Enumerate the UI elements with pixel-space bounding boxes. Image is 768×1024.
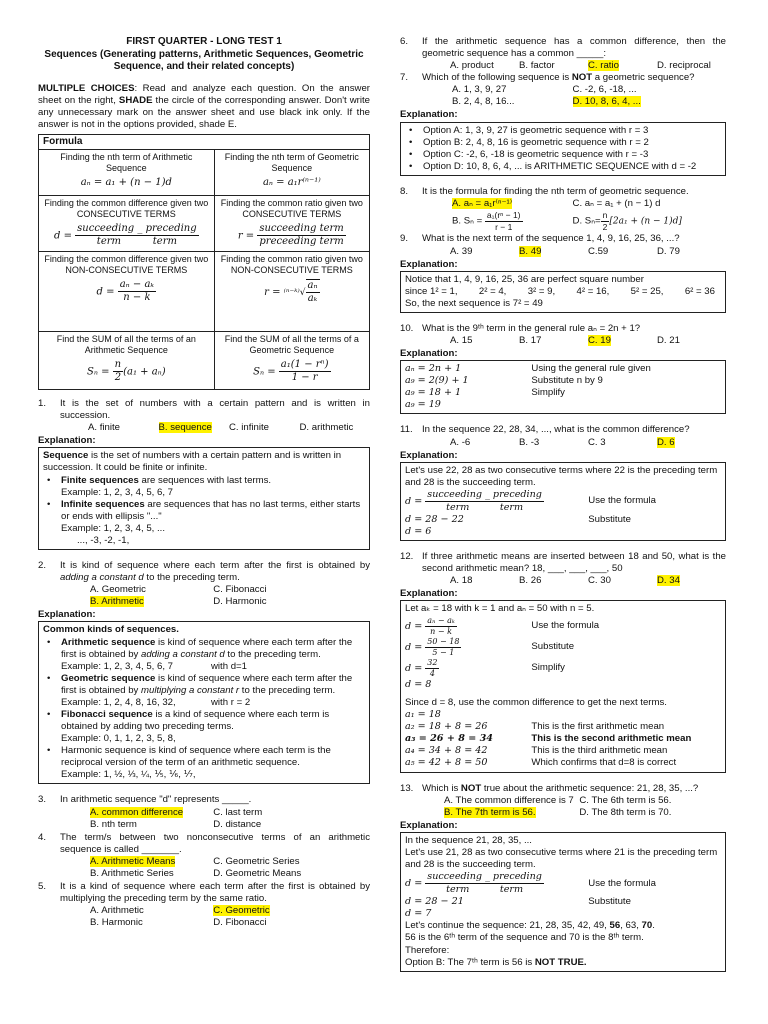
q2-option-b[interactable]: B. Arithmetic: [90, 596, 144, 608]
q9-options: [400, 246, 726, 258]
q4-option-d[interactable]: D. Geometric Means: [213, 867, 302, 879]
question-5: 5. It is a kind of sequence where each term after the first is obtained by multiplying the preceding term by the same ratio.: [38, 880, 370, 905]
q12-explanation: Let aₖ = 18 with k = 1 and aₙ = 50 with n = 5. d = $\frac{\text{aₙ − aₖ}}{n - k}$ Use the formula d = $\frac{50 - 18}{5 - 1}$ Substitute d = $\frac{32}{4}$ Simplify d = 8 Since d = 8, use the common difference to get the next terms. a₁ = 18 a₂ = 18 + 8 = 26 This is the first arithmetic mean a₃ = 26 + 8 = 34 This is the second arithmetic mean a₄ = 34 + 8 = 42 This is the third arithmetic mean a₅ = 42 + 8 = 50 Which confirms that d=8 is correct: [400, 600, 726, 772]
q3-option-c[interactable]: C. last term: [213, 806, 263, 818]
q10-option-a[interactable]: A. 15: [450, 334, 473, 346]
q7-option-b[interactable]: B. 2, 4, 8, 16...: [452, 96, 515, 108]
formula-cell: Finding the nth term of Arithmetic Sequence aₙ = a₁ + (n − 1)d: [39, 150, 215, 196]
formula-header: Formula: [39, 134, 370, 150]
q7-option-d[interactable]: D. 10, 8, 6, 4, ...: [572, 96, 641, 108]
question-12: 12. If three arithmetic means are inserted between 18 and 50, what is the second arithmetic mean? 18, ___, ___, ___, 50: [400, 551, 726, 575]
q10-explanation: aₙ = 2n + 1 Using the general rule given a₉ = 2(9) + 1 Substitute n by 9 a₉ = 18 + 1 Simplify a₉ = 19: [400, 360, 726, 414]
q1-option-b[interactable]: B. sequence: [158, 422, 212, 434]
instructions-label: MULTIPLE CHOICES: [38, 83, 135, 95]
q4-option-a[interactable]: A. Arithmetic Means: [90, 855, 176, 867]
q6-option-c[interactable]: C. ratio: [588, 60, 619, 72]
question-1: 1. It is the set of numbers with a certain pattern and is written in succession.: [38, 398, 370, 422]
q6-option-d[interactable]: D. reciprocal: [657, 60, 711, 72]
q1-explanation-label: Explanation:: [38, 435, 96, 447]
q13-options: [400, 795, 726, 819]
q11-explanation-label: Explanation:: [400, 449, 458, 461]
q1-options: [38, 422, 370, 434]
formula-table: [38, 134, 370, 391]
q3-option-a[interactable]: A. common difference: [90, 806, 184, 818]
instructions: MULTIPLE CHOICES: Read and analyze each question. On the answer sheet on the right, SHADE the circle of the corresponding answer. Don't write any unnecessary mark on the answer sheet and use black ink only. If the answer is not in the options provided, shade E.: [38, 83, 370, 131]
formula-cell: Find the SUM of all the terms of a Geometric Sequence Sₙ = $\frac{\text{a₁(1 − rⁿ)}}{1 - r}$: [214, 332, 369, 390]
q5-option-c[interactable]: C. Geometric: [213, 905, 270, 917]
page-subtitle: Sequences (Generating patterns, Arithmetic Sequences, Geometric Sequence, and their related concepts): [44, 48, 364, 73]
q9-option-d[interactable]: D. 79: [657, 245, 680, 257]
q10-option-c[interactable]: C. 19: [588, 334, 611, 346]
q11-option-a[interactable]: A. -6: [450, 436, 471, 448]
q11-option-b[interactable]: B. -3: [519, 436, 540, 448]
question-10: 10. What is the 9ᵗʰ term in the general rule aₙ = 2n + 1?: [400, 322, 641, 334]
q9-explanation-label: Explanation:: [400, 258, 458, 270]
q13-option-a[interactable]: A. The common difference is 7: [444, 794, 574, 806]
q7-option-c[interactable]: C. -2, 6, -18, ...: [572, 84, 637, 96]
q8-options: [400, 198, 726, 232]
q3-option-b[interactable]: B. nth term: [90, 818, 137, 830]
q1-explanation: Sequence is the set of numbers with a certain pattern and is written in succession. It could be finite or infinite. • Finite sequences are sequences with last terms. Example: 1, 2, 3, 4, 5, 6, 7 • Infinite sequences are sequences that has no last terms, either starts or ends with ellipsis "..." Example: 1, 2, 3, 4, 5, ... ..., -3, -2, -1,: [38, 447, 370, 550]
q10-option-b[interactable]: B. 17: [519, 334, 542, 346]
q10-option-d[interactable]: D. 21: [657, 334, 680, 346]
question-6: 6. If the arithmetic sequence has a common difference, then the geometric sequence has a common _____:: [400, 36, 726, 60]
q7-option-a[interactable]: A. 1, 3, 9, 27: [452, 84, 507, 96]
q13-option-c[interactable]: C. The 6th term is 56.: [579, 794, 672, 806]
q1-option-d[interactable]: D. arithmetic: [299, 422, 354, 434]
q9-option-a[interactable]: A. 39: [450, 245, 473, 257]
q12-option-c[interactable]: C. 30: [588, 575, 611, 587]
q2-option-d[interactable]: D. Harmonic: [213, 596, 267, 608]
q9-option-b[interactable]: B. 49: [519, 245, 542, 257]
q11-option-d[interactable]: D. 6: [657, 436, 675, 448]
q2-option-a[interactable]: A. Geometric: [90, 584, 146, 596]
q3-options: [38, 807, 370, 831]
q13-explanation-label: Explanation:: [400, 819, 458, 831]
q7-explanation-label: Explanation:: [400, 109, 458, 121]
formula-cell: Finding the nth term of Geometric Sequence aₙ = a₁r⁽ⁿ⁻¹⁾: [214, 150, 369, 196]
q11-option-c[interactable]: C. 3: [588, 436, 606, 448]
q1-option-c[interactable]: C. infinite: [229, 422, 269, 434]
q7-options: [400, 84, 726, 108]
q9-option-c[interactable]: C.59: [588, 245, 609, 257]
right-column: [400, 36, 726, 972]
q12-option-a[interactable]: A. 18: [450, 575, 473, 587]
question-8: 8. It is the formula for finding the nth term of geometric sequence.: [400, 185, 689, 197]
formula-cell: Finding the common difference given two CONSECUTIVE TERMS d = $\frac{\text{succeeding \_ preceding}}{\text{term term}}$: [39, 196, 215, 252]
q11-options: [400, 437, 726, 449]
question-2: 2. It is kind of sequence where each term after the first is obtained by adding a constant d to the preceding term.: [38, 560, 370, 584]
question-3: 3. In arithmetic sequence "d" represents _____.: [38, 794, 252, 806]
q10-options: [400, 335, 726, 347]
q2-explanation: Common kinds of sequences. • Arithmetic sequence is kind of sequence where each term after the first is obtained by adding a constant d to the preceding term. Example: 1, 2, 3, 4, 5, 6, 7 with d=1 • Geometric sequence is kind of sequence where each term after the first is obtained by multiplying a constant r to the preceding term. Example: 1, 2, 4, 8, 16, 32, with r = 2 • Fibonacci sequence is a kind of sequence where each term is obtained by adding two preceding terms. Example: 0, 1, 1, 2, 3, 5, 8, • Harmonic sequence is kind of sequence where each term is the reciprocal version of the term of an arithmetic sequence. Example: 1, ½, ⅓, ¼, ⅕, ⅙, ⅐,: [38, 621, 370, 784]
page-title: FIRST QUARTER - LONG TEST 1: [126, 36, 282, 47]
question-4: 4. The term/s between two nonconsecutive terms of an arithmetic sequence is called _______.: [38, 831, 370, 855]
q8-option-a[interactable]: A. aₙ = a₁r⁽ⁿ⁻¹⁾: [452, 197, 513, 209]
q6-option-a[interactable]: A. product: [450, 60, 494, 72]
question-11: 11. In the sequence 22, 28, 34, ..., what is the common difference?: [400, 424, 690, 436]
left-column: [38, 36, 370, 929]
question-13: 13. Which is NOT true about the arithmetic sequence: 21, 28, 35, ...?: [400, 782, 699, 794]
q1-option-a[interactable]: A. finite: [88, 422, 120, 434]
q12-options: [400, 575, 726, 587]
q8-option-b[interactable]: B. Sₙ = $\frac{\text{a₁(rⁿ − 1)}}{r - 1}$: [452, 210, 521, 232]
question-9: 9. What is the next term of the sequence 1, 4, 9, 16, 25, 36, ...?: [400, 233, 680, 245]
q5-option-d[interactable]: D. Fibonacci: [213, 917, 267, 929]
formula-cell: Finding the common ratio given two NON-CONSECUTIVE TERMS r = ⁽ⁿ⁻ᵏ⁾√ $\frac{\text{aₙ}}{\text{aₖ}}$: [214, 252, 369, 332]
q4-options: [38, 856, 370, 880]
q10-explanation-label: Explanation:: [400, 348, 458, 360]
q2-options: [38, 584, 370, 608]
q4-option-b[interactable]: B. Arithmetic Series: [90, 867, 174, 879]
q12-option-d[interactable]: D. 34: [657, 575, 680, 587]
q2-explanation-label: Explanation:: [38, 609, 96, 621]
formula-cell: Finding the common ratio given two CONSECUTIVE TERMS r = $\frac{\text{succeeding term}}{\text{preceeding term}}$: [214, 196, 369, 252]
q11-explanation: Let's use 22, 28 as two consecutive terms where 22 is the preceding term and 28 is the succeeding term. d = $\frac{\text{succeeding \_ preceding}}{\text{term term}}$ Use the formula d = 28 − 22 Substitute d = 6: [400, 462, 726, 541]
q13-option-d[interactable]: D. The 8th term is 70.: [579, 806, 672, 818]
q9-explanation: Notice that 1, 4, 9, 16, 25, 36 are perfect square number since 1² = 1, 2² = 4, 3² = 9, 4² = 16, 5² = 25, 6² = 36 So, the next sequence is 7² = 49: [400, 271, 726, 313]
q6-option-b[interactable]: B. factor: [519, 60, 555, 72]
q8-option-d[interactable]: D. Sₙ= $\frac{n}{2}$ [2a₁ + (n − 1)d]: [572, 210, 682, 232]
q8-option-c[interactable]: C. aₙ = a₁ + (n − 1) d: [572, 197, 661, 209]
q6-options: [400, 60, 726, 72]
q12-option-b[interactable]: B. 26: [519, 575, 542, 587]
q2-option-c[interactable]: C. Fibonacci: [213, 584, 267, 596]
formula-cell: Finding the common difference given two NON-CONSECUTIVE TERMS d = $\frac{\text{aₙ − aₖ}}{n - k}$: [39, 252, 215, 332]
q5-option-b[interactable]: B. Harmonic: [90, 917, 143, 929]
q13-explanation: In the sequence 21, 28, 35, ... Let's use 21, 28 as two consecutive terms where 21 is the preceding term and 28 is the succeeding term. d = $\frac{\text{succeeding \_ preceding}}{\text{term term}}$ Use the formula d = 28 − 21 Substitute d = 7 Let's continue the sequence: 21, 28, 35, 42, 49, 56, 63, 70. 56 is the 6ᵗʰ term of the sequence and 70 is the 8ᵗʰ term. Therefore: Option B: The 7ᵗʰ term is 56 is NOT TRUE.: [400, 832, 726, 972]
q3-option-d[interactable]: D. distance: [213, 818, 262, 830]
q7-explanation: • Option A: 1, 3, 9, 27 is geometric sequence with r = 3 • Option B: 2, 4, 8, 16 is geometric sequence with r = 2 • Option C: -2, 6, -18 is geometric sequence with r = -3 • Option D: 10, 8, 6, 4, ... is ARITHMETIC SEQUENCE with d = -2: [400, 122, 726, 176]
q12-explanation-label: Explanation:: [400, 588, 458, 600]
q4-option-c[interactable]: C. Geometric Series: [213, 855, 300, 867]
q5-options: [38, 905, 370, 929]
question-7: 7. Which of the following sequence is NOT a geometric sequence?: [400, 72, 695, 84]
q13-option-b[interactable]: B. The 7th term is 56.: [444, 806, 536, 818]
q5-option-a[interactable]: A. Arithmetic: [90, 905, 144, 917]
formula-cell: Find the SUM of all the terms of an Arithmetic Sequence Sₙ = $\frac{n}{2}$ (a₁ + aₙ): [39, 332, 215, 390]
